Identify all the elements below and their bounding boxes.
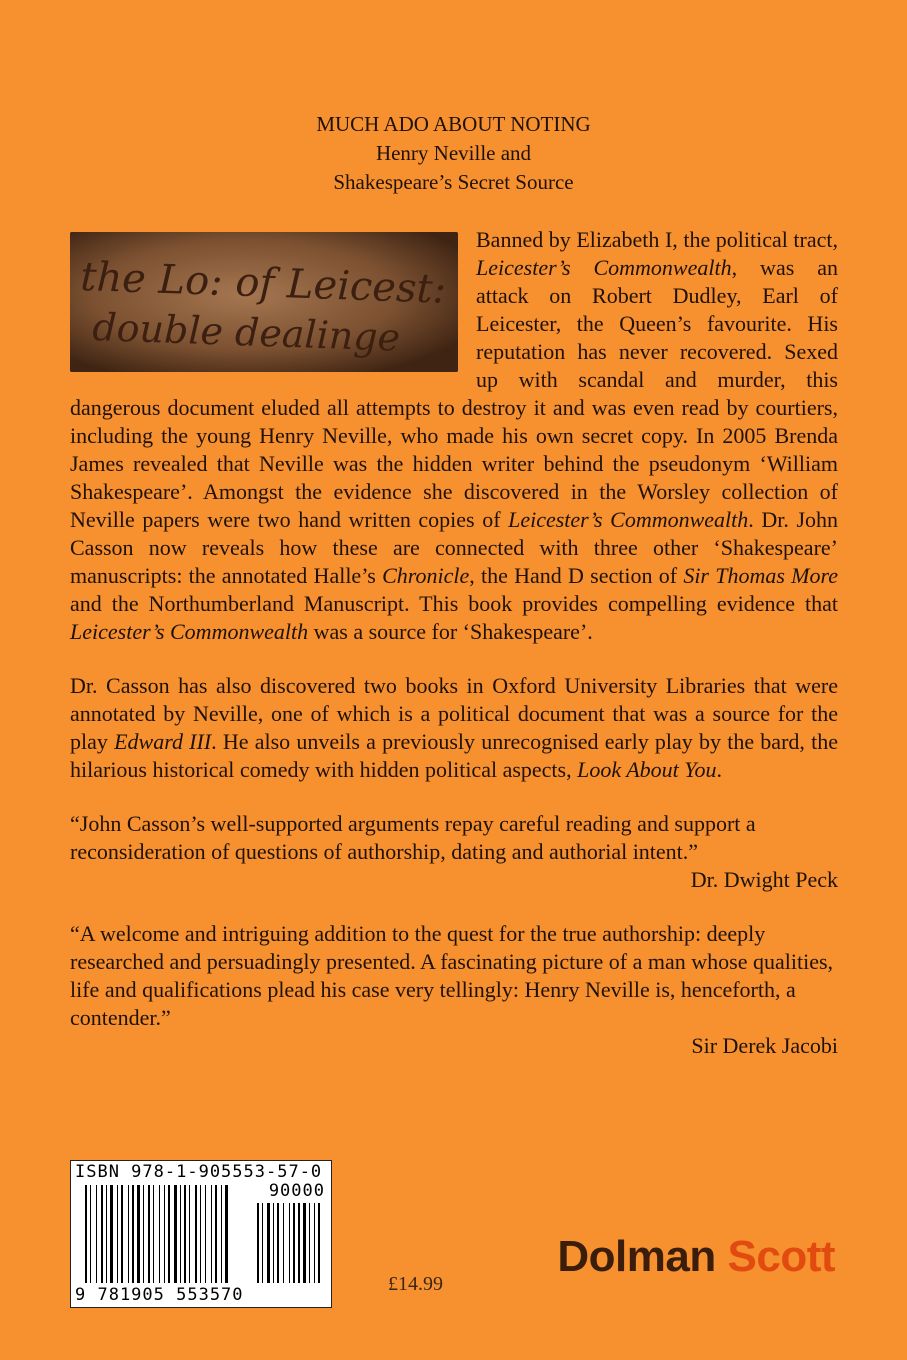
barcode-bar xyxy=(143,1185,144,1283)
barcode-bar xyxy=(101,1185,103,1283)
text-run: . Dr. John Casson now reveals how these are connected with three other ‘Shakespeare’ manuscripts: the annotated Halle’s xyxy=(70,507,839,588)
addon-bar xyxy=(283,1203,284,1283)
publisher-name-part-1: Dolman xyxy=(557,1232,716,1281)
addon-bar xyxy=(262,1203,263,1283)
manuscript-line-1: the Lo: of Leicest: xyxy=(79,254,447,313)
barcode-bar xyxy=(128,1185,129,1283)
blurb-column xyxy=(70,226,838,1086)
review-quote-2: “A welcome and intriguing addition to the quest for the true authorship: deeply researched and persuadingly presented. A fascinating picture of a man whose qualities, life and qualifications plead his case very tellingly: Henry Neville is, henceforth, a contender.” xyxy=(70,921,834,1030)
italic-title: Edward III xyxy=(114,729,212,754)
addon-bar xyxy=(289,1203,290,1283)
subtitle-line-2: Shakespeare’s Secret Source xyxy=(333,170,574,194)
barcode-bar xyxy=(211,1185,212,1283)
book-title: MUCH ADO ABOUT NOTING xyxy=(316,112,591,136)
addon-bar xyxy=(314,1203,315,1283)
addon-bar xyxy=(318,1203,320,1283)
barcode-bar xyxy=(195,1185,197,1283)
text-run: . xyxy=(716,757,722,782)
barcode-bar xyxy=(106,1185,107,1283)
text-run: , was an attack on Robert Dudley, Earl of Leicester, the Queen’s favourite. His reputation has never recovered. Sexed up with scandal and murder, this dangerous document eluded all attempts to destroy it and was even read by courtiers, including the young Henry Neville, who made his own secret copy. In 2005 Brenda James revealed that Neville was the hidden writer behind the pseudonym ‘William Shakespeare’. Amongst the evidence she discovered in the Worsley collection of Neville papers were two hand written copies of xyxy=(70,255,838,532)
barcode-bar xyxy=(164,1185,165,1283)
barcode-digits: 9 781905 553570 xyxy=(75,1285,244,1305)
barcode-bar xyxy=(85,1185,87,1283)
barcode-bar xyxy=(221,1185,222,1283)
text-run: was a source for ‘Shakespeare’. xyxy=(308,619,593,644)
text-run: Dr. Casson has also discovered two books in Oxford University Libraries that were annotated by Neville, one of which is a political document that was a source for the play xyxy=(70,673,838,754)
addon-bar xyxy=(293,1203,295,1283)
barcode-bar xyxy=(148,1185,150,1283)
review-quote-1: “John Casson’s well-supported arguments repay careful reading and support a reconsideration of questions of authorship, dating and authorial intent.” xyxy=(70,811,756,864)
barcode-bar xyxy=(153,1185,154,1283)
addon-bar xyxy=(267,1203,270,1283)
barcode-bar xyxy=(225,1185,228,1283)
barcode-bar xyxy=(200,1185,201,1283)
barcode-bar xyxy=(180,1185,181,1283)
text-run: Banned by Elizabeth I, the political tract, xyxy=(476,227,838,252)
barcode-bar xyxy=(132,1185,134,1283)
review-author-1: Dr. Dwight Peck xyxy=(690,867,838,892)
isbn-barcode xyxy=(70,1160,332,1308)
addon-bar xyxy=(277,1203,279,1283)
barcode-bar xyxy=(205,1185,206,1283)
barcode-bar xyxy=(117,1185,118,1283)
barcode-bar xyxy=(96,1185,97,1283)
publisher-logo xyxy=(557,1232,835,1282)
price: £14.99 xyxy=(388,1273,443,1295)
isbn-label: ISBN 978-1-905553-57-0 xyxy=(75,1162,323,1182)
barcode-bar xyxy=(137,1185,140,1283)
italic-title: Leicester’s Commonwealth xyxy=(476,255,732,280)
blurb-paragraph-2 xyxy=(70,672,838,784)
manuscript-image xyxy=(70,232,458,372)
subtitle-line-1: Henry Neville and xyxy=(375,141,532,165)
text-run: , the Hand D section of xyxy=(469,563,684,588)
barcode-bar xyxy=(110,1185,113,1283)
addon-bar xyxy=(257,1203,259,1283)
price-code: 90000 xyxy=(268,1181,325,1201)
addon-bar xyxy=(298,1203,300,1283)
barcode-bar xyxy=(121,1185,123,1283)
addon-bar xyxy=(309,1203,310,1283)
addon-bar xyxy=(303,1203,306,1283)
barcode-bar xyxy=(174,1185,177,1283)
italic-title: Look About You xyxy=(577,757,717,782)
manuscript-line-2: double dealinge xyxy=(91,305,401,360)
text-run: and the Northumberland Manuscript. This book provides compelling evidence that xyxy=(70,591,838,616)
review-author-2: Sir Derek Jacobi xyxy=(691,1033,838,1058)
barcode-bar xyxy=(159,1185,160,1283)
barcode-bar xyxy=(168,1185,170,1283)
barcode-bar xyxy=(215,1185,217,1283)
italic-title: Leicester’s Commonwealth xyxy=(70,619,309,644)
italic-title: Sir Thomas More xyxy=(683,563,838,588)
barcode-bar xyxy=(184,1185,186,1283)
barcode-bar xyxy=(189,1185,190,1283)
publisher-name-part-2: Scott xyxy=(727,1232,835,1281)
addon-bar xyxy=(273,1203,274,1283)
italic-title: Chronicle xyxy=(382,563,470,588)
text-run: . He also unveils a previously unrecognised early play by the bard, the hilarious historical comedy with hidden political aspects, xyxy=(70,729,838,782)
italic-title: Leicester’s Commonwealth xyxy=(508,507,749,532)
title-block xyxy=(0,110,907,197)
barcode-bar xyxy=(90,1185,91,1283)
